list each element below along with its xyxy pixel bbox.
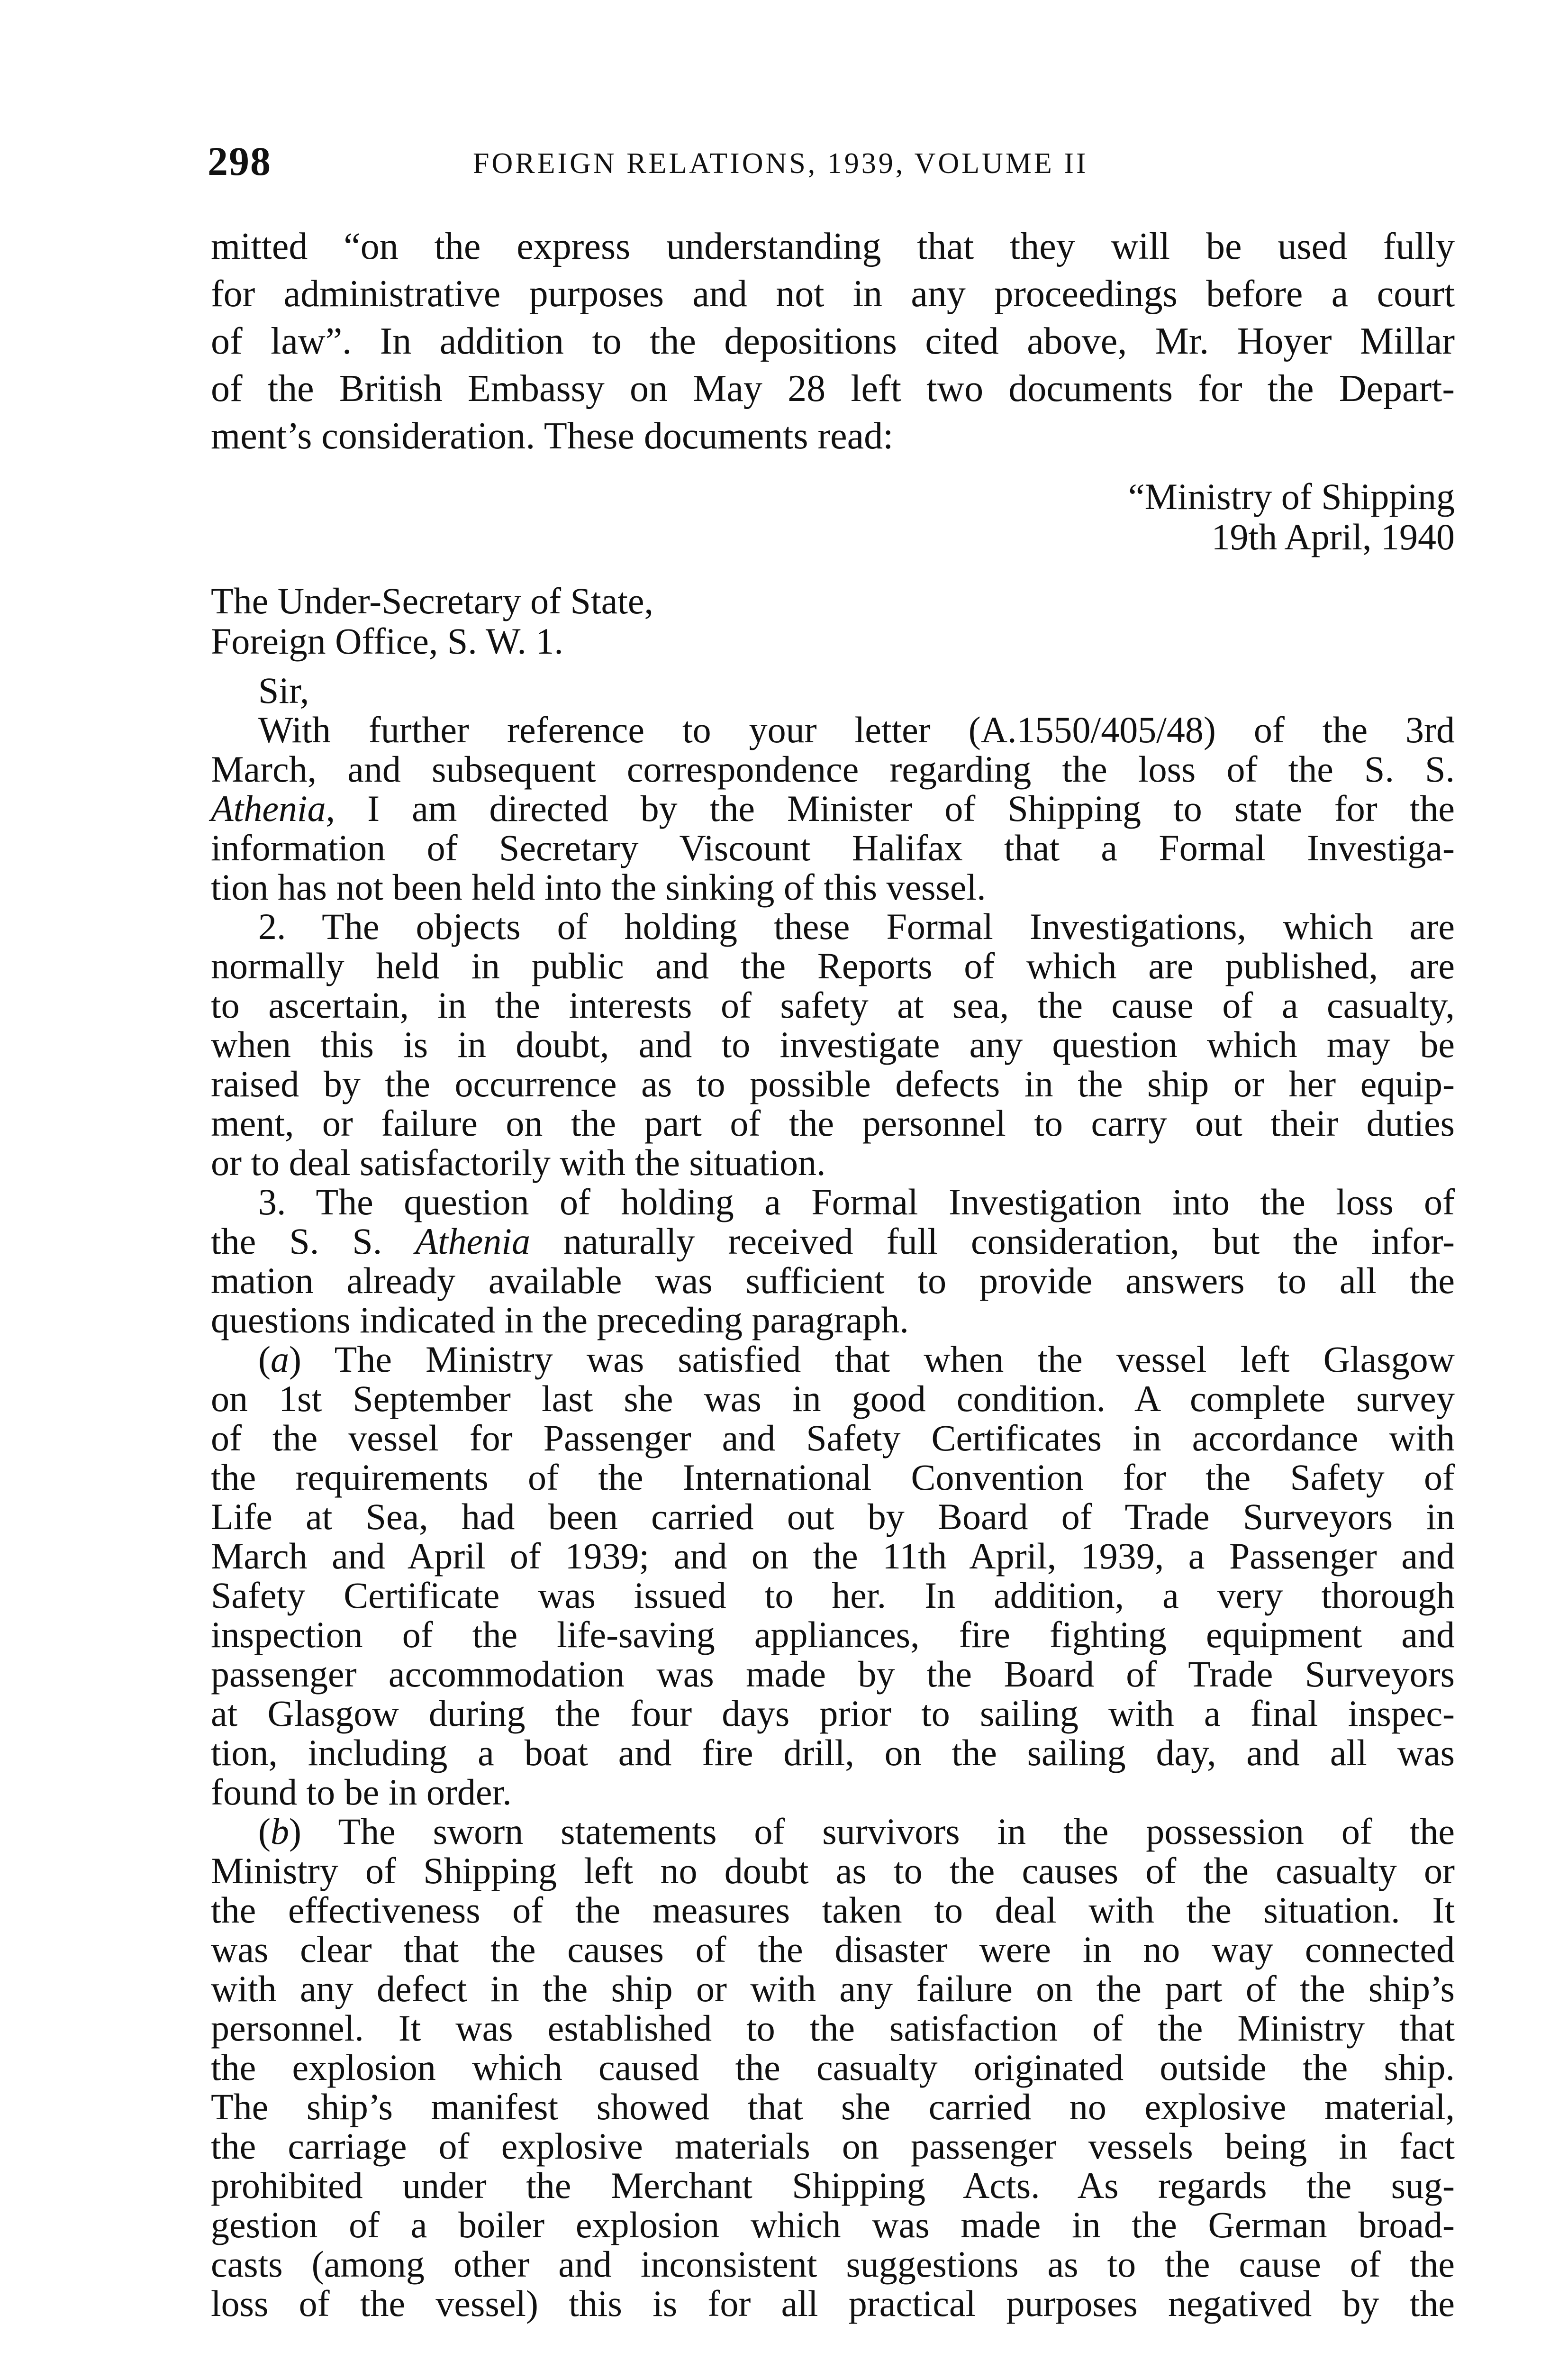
letter-sender: “Ministry of Shipping [1128, 476, 1455, 517]
text-line: inspection of the life-saving appliances, fire fighting equipment and [211, 1614, 1455, 1655]
text-line: ment, or failure on the part of the personnel to carry out their duties [211, 1103, 1455, 1144]
text-line: personnel. It was established to the satisfaction of the Ministry that [211, 2007, 1455, 2049]
text-line: 3. The question of holding a Formal Investigation into the loss of [258, 1181, 1455, 1222]
page-number: 298 [208, 138, 272, 184]
text-line: the carriage of explosive materials on passenger vessels being in fact [211, 2125, 1455, 2167]
text-line: 2. The objects of holding these Formal Investigations, which are [258, 906, 1455, 947]
text-line: normally held in public and the Reports of which are published, are [211, 945, 1455, 986]
text-line: when this is in doubt, and to investigate any question which may be [211, 1024, 1455, 1065]
text-line: loss of the vessel) this is for all practical purposes negatived by the [211, 2283, 1455, 2324]
text-line: at Glasgow during the four days prior to sailing with a final inspec- [211, 1693, 1455, 1734]
text-line: was clear that the causes of the disaster were in no way connected [211, 1929, 1455, 1970]
text-line: of the vessel for Passenger and Safety Certificates in accordance with [211, 1417, 1455, 1458]
text-line: to ascertain, in the interests of safety at sea, the cause of a casualty, [211, 984, 1455, 1026]
text-line: raised by the occurrence as to possible defects in the ship or her equip- [211, 1063, 1455, 1104]
text-line: the effectiveness of the measures taken to deal with the situation. It [211, 1889, 1455, 1931]
text-line: Ministry of Shipping left no doubt as to the causes of the casualty or [211, 1850, 1455, 1891]
text-line: information of Secretary Viscount Halifax that a Formal Investiga- [211, 827, 1455, 868]
letter-paragraph-3 [211, 1182, 1455, 1340]
text-line: casts (among other and inconsistent suggestions as to the cause of the [211, 2243, 1455, 2285]
text-line: gestion of a boiler explosion which was made in the German broad- [211, 2204, 1455, 2245]
text-line: Life at Sea, had been carried out by Board of Trade Surveyors in [211, 1496, 1455, 1537]
letter-addressee-line: Foreign Office, S. W. 1. [211, 620, 563, 662]
letter-addressee-line: The Under-Secretary of State, [211, 580, 654, 621]
text-line: (b) The sworn statements of survivors in the possession of the [258, 1811, 1455, 1852]
text-line: or to deal satisfactorily with the situation. [211, 1142, 826, 1183]
text-line: Safety Certificate was issued to her. In addition, a very thorough [211, 1575, 1455, 1616]
text-line: ment’s consideration. These documents read: [211, 415, 894, 457]
letter-paragraph-2 [211, 907, 1455, 1182]
text-line: prohibited under the Merchant Shipping Acts. As regards the sug- [211, 2165, 1455, 2206]
letter-paragraph-b [211, 1812, 1455, 2323]
text-line: tion has not been held into the sinking of this vessel. [211, 866, 986, 908]
page-header [208, 137, 1459, 194]
running-head: FOREIGN RELATIONS, 1939, VOLUME II [473, 147, 1088, 180]
text-line: tion, including a boat and fire drill, on the sailing day, and all was [211, 1732, 1455, 1773]
text-line: March, and subsequent correspondence regarding the loss of the S. S. [211, 748, 1455, 790]
text-line: With further reference to your letter (A.1550/405/48) of the 3rd [258, 709, 1455, 750]
text-line: the S. S. Athenia naturally received full consideration, but the infor- [211, 1221, 1455, 1262]
text-line: for administrative purposes and not in any proceedings before a court [211, 273, 1455, 315]
letter-paragraph-a [211, 1340, 1455, 1812]
ship-name: Athenia [211, 788, 326, 829]
text-line: (a) The Ministry was satisfied that when the vessel left Glasgow [258, 1339, 1455, 1380]
letter-salutation: Sir, [258, 670, 309, 711]
text-line: mation already available was sufficient to provide answers to all the [211, 1260, 1455, 1301]
ship-name: Athenia [415, 1221, 530, 1262]
text-line: mitted “on the express understanding that they will be used fully [211, 226, 1455, 267]
text-line: the requirements of the International Convention for the Safety of [211, 1457, 1455, 1498]
text-line: with any defect in the ship or with any failure on the part of the ship’s [211, 1968, 1455, 2009]
quoted-letter [211, 476, 1455, 2323]
text-line: Athenia, I am directed by the Minister of Shipping to state for the [211, 788, 1455, 829]
text-line: found to be in order. [211, 1771, 512, 1813]
intro-paragraph [211, 223, 1455, 460]
letter-date: 19th April, 1940 [1211, 516, 1455, 557]
text-line: of law”. In addition to the depositions cited above, Mr. Hoyer Millar [211, 320, 1455, 362]
text-line: The ship’s manifest showed that she carried no explosive material, [211, 2086, 1455, 2127]
letter-paragraph-1 [211, 710, 1455, 907]
text-line: on 1st September last she was in good condition. A complete survey [211, 1378, 1455, 1419]
text-line: of the British Embassy on May 28 left two documents for the Depart- [211, 368, 1455, 410]
text-line: March and April of 1939; and on the 11th April, 1939, a Passenger and [211, 1535, 1455, 1577]
text-line: passenger accommodation was made by the Board of Trade Surveyors [211, 1653, 1455, 1695]
text-line: questions indicated in the preceding paragraph. [211, 1299, 909, 1340]
text-line: the explosion which caused the casualty originated outside the ship. [211, 2047, 1455, 2088]
